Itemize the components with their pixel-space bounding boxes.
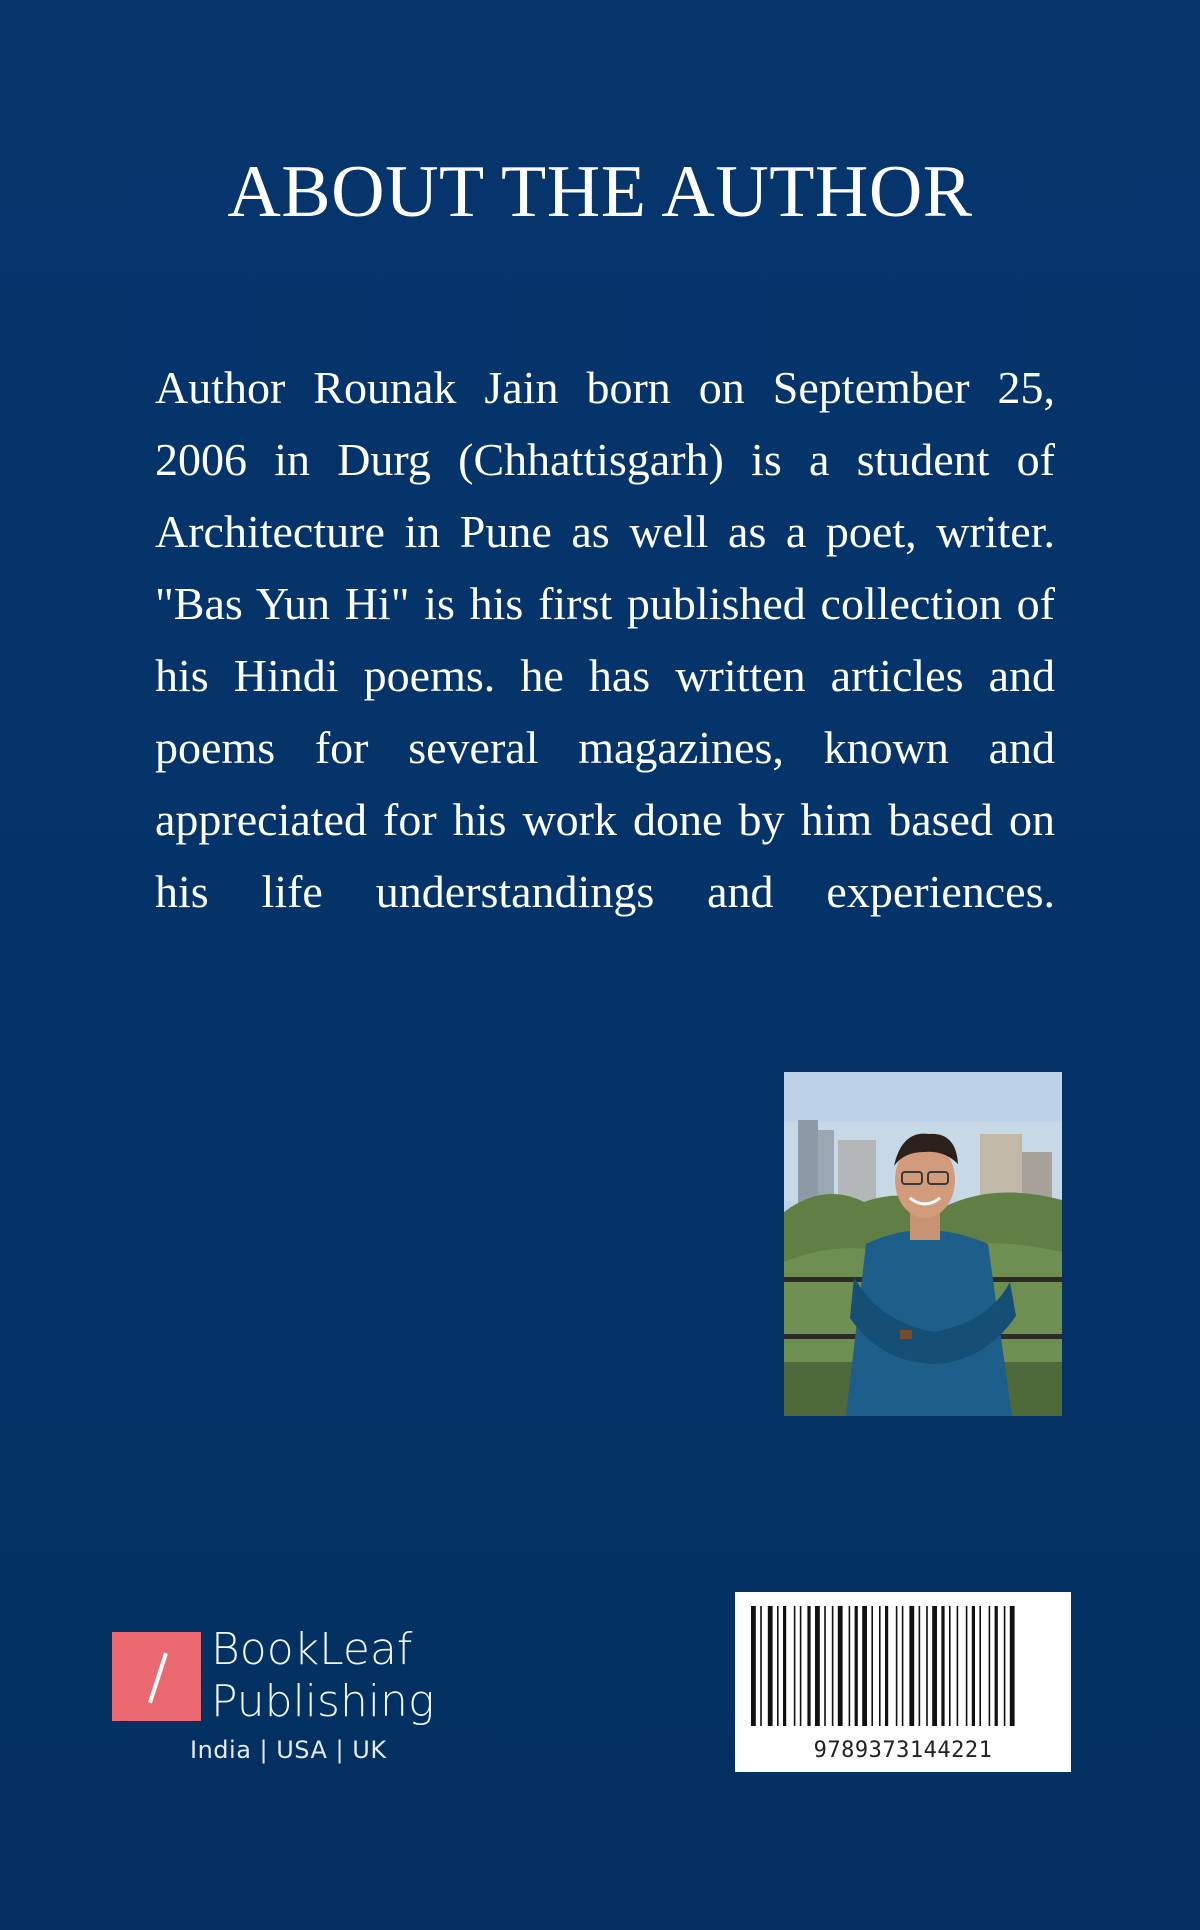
barcode-bar bbox=[815, 1606, 820, 1726]
barcode-bar bbox=[768, 1606, 773, 1726]
publisher-logo bbox=[112, 1624, 472, 1768]
barcode-bar bbox=[794, 1606, 796, 1726]
barcode-bar bbox=[949, 1606, 951, 1726]
barcode-bar bbox=[972, 1606, 975, 1726]
barcode-bar bbox=[1004, 1606, 1006, 1726]
isbn-number: 9789373144221 bbox=[813, 1738, 993, 1763]
barcode-bar bbox=[909, 1606, 914, 1726]
barcode-bar bbox=[777, 1606, 779, 1726]
barcode-bar bbox=[783, 1606, 786, 1726]
barcode-bar bbox=[902, 1606, 904, 1726]
barcode-bar bbox=[849, 1606, 851, 1726]
publisher-logo-mark bbox=[112, 1632, 201, 1721]
barcode-bar bbox=[995, 1606, 998, 1726]
barcode-bar bbox=[919, 1606, 921, 1726]
barcode-bar bbox=[957, 1606, 959, 1726]
barcode-bar bbox=[832, 1606, 834, 1726]
publisher-name-line2: Publishing bbox=[211, 1676, 435, 1727]
barcode-graphic bbox=[749, 1606, 1057, 1726]
author-photo-illustration bbox=[784, 1072, 1062, 1416]
isbn-barcode bbox=[735, 1592, 1071, 1772]
barcode-bar bbox=[862, 1606, 867, 1726]
barcode-bar bbox=[966, 1606, 968, 1726]
publisher-name bbox=[211, 1624, 434, 1728]
barcode-bar bbox=[855, 1606, 858, 1726]
barcode-bar bbox=[824, 1606, 826, 1726]
barcode-bar bbox=[941, 1606, 944, 1726]
barcode-bar bbox=[807, 1606, 810, 1726]
barcode-bar bbox=[800, 1606, 802, 1726]
barcode-bar bbox=[751, 1606, 756, 1726]
barcode-bar bbox=[760, 1606, 762, 1726]
barcode-bar bbox=[932, 1606, 937, 1726]
author-bio: Author Rounak Jain born on September 25, 2006 in Durg (Chhattisgarh) is a student of Architecture in Pune as well as a poet, writer. "Bas Yun Hi" is his first published collection of his Hindi poems. he has written articles and poems for several magazines, known and appreciated for his work done by him based on his life understandings and experiences. bbox=[155, 362, 1055, 917]
barcode-lines bbox=[749, 1606, 1057, 1726]
barcode-bar bbox=[979, 1606, 981, 1726]
barcode-bar bbox=[989, 1606, 991, 1726]
barcode-bar bbox=[926, 1606, 928, 1726]
barcode-bar bbox=[896, 1606, 898, 1726]
barcode-bar bbox=[838, 1606, 843, 1726]
barcode-bar bbox=[1010, 1606, 1015, 1726]
publisher-regions: India | USA | UK bbox=[190, 1736, 387, 1764]
page-title: ABOUT THE AUTHOR bbox=[227, 151, 973, 233]
barcode-bar bbox=[871, 1606, 873, 1726]
publisher-name-line1: BookLeaf bbox=[211, 1624, 413, 1675]
barcode-bar bbox=[879, 1606, 881, 1726]
barcode-bar bbox=[885, 1606, 888, 1726]
author-photo bbox=[784, 1072, 1062, 1416]
slash-icon bbox=[148, 1653, 168, 1704]
